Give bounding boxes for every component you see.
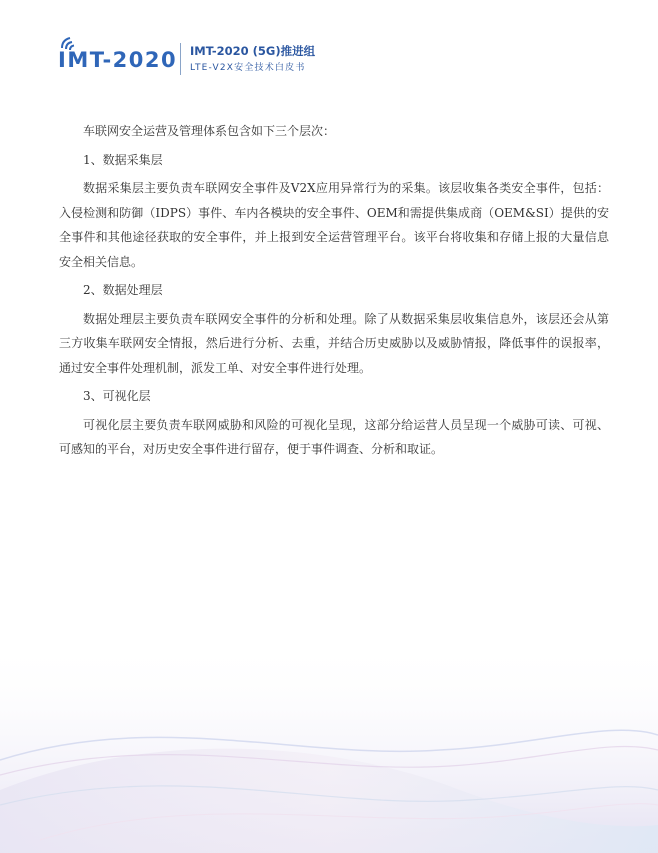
section-heading-data-collection: 1、数据采集层 (83, 152, 163, 167)
section-heading-visualization: 3、可视化层 (83, 389, 151, 403)
intro-paragraph: 车联网安全运营及管理体系包含如下三个层次： (83, 124, 336, 138)
section-text-data-processing: 数据处理层主要负责车联网安全事件的分析和处理。除了从数据采集层收集信息外，该层还会从第三方收集车联网安全情报，然后进行分析、去重，并结合历史威胁以及威胁情报，降低事件的误报率，通过安全事件处理机制，派发工单、对安全事件进行处理。 (59, 311, 609, 375)
header-divider (180, 43, 181, 75)
imt2020-logo (56, 34, 176, 78)
org-name: IMT-2020 (5G)推进组 (190, 44, 316, 58)
body-content (59, 119, 609, 462)
document-title: LTE-V2X安全技术白皮书 (190, 63, 306, 73)
decorative-footer-swirl (0, 640, 658, 853)
section-heading-data-processing: 2、数据处理层 (83, 283, 163, 297)
logo-text: IMT-2020 (58, 48, 178, 72)
page-header (0, 0, 658, 90)
section-text-data-collection: 数据采集层主要负责车联网安全事件及V2X应用异常行为的采集。该层收集各类安全事件，包括：入侵检测和防御（IDPS）事件、车内各模块的安全事件、OEM和需提供集成商（OEM&SI）提供的安全事件和其他途径获取的安全事件，并上报到安全运营管理平台。该平台将收集和存储上报的大量信息安全相关信息。 (59, 181, 609, 269)
section-text-visualization: 可视化层主要负责车联网威胁和风险的可视化呈现，这部分给运营人员呈现一个威胁可读、可视、可感知的平台，对历史安全事件进行留存，便于事件调查、分析和取证。 (59, 417, 609, 456)
